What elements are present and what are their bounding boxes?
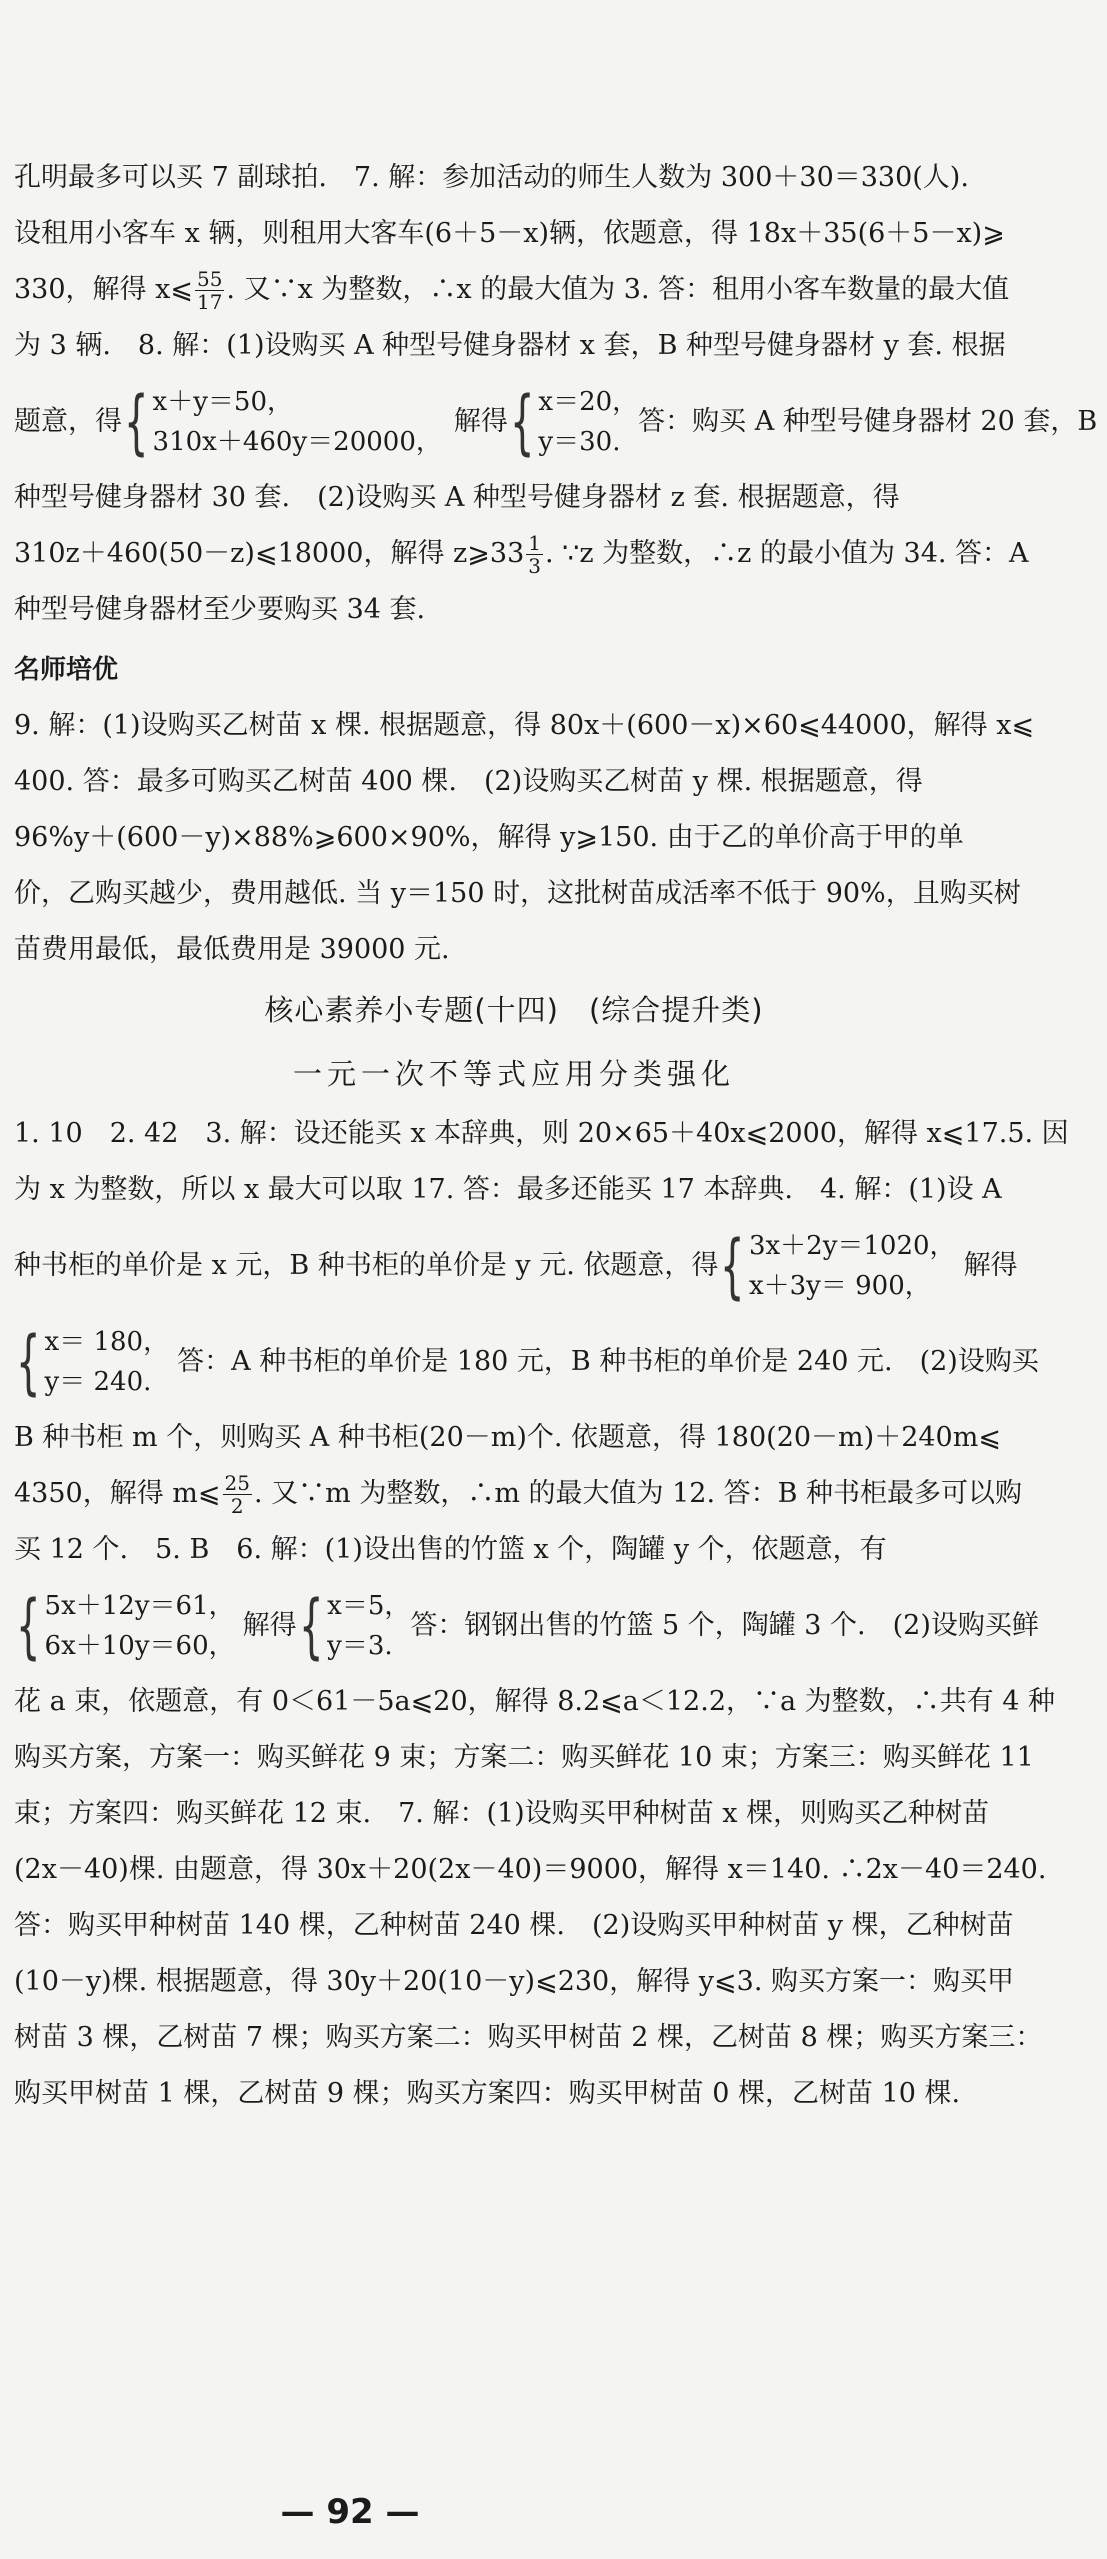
solution-system: { x＝5， y＝3. xyxy=(298,1585,411,1667)
equation-system-line: 题意，得 { x＋y＝50， 310x＋460y＝20000， 解得 { x＝20， y＝30. 答：购买 A 种型号健身器材 20 套，B xyxy=(14,381,1098,463)
fraction: $\frac{1}{3}$ xyxy=(528,531,541,578)
equation-system: { 5x＋12y＝61， 6x＋10y＝60， xyxy=(16,1585,235,1667)
text-line: 为 x 为整数，所以 x 最大可以取 17. 答：最多还能买 17 本辞典. 4. 解：(1)设 A xyxy=(14,1174,1002,1205)
text-line: 1. 10 2. 42 3. 解：设还能买 x 本辞典，则 20×65＋40x⩽2000，解得 x⩽17.5. 因 xyxy=(14,1118,1069,1149)
section-heading-teacher: 名师培优 xyxy=(14,655,119,685)
text-line: 9. 解：(1)设购买乙树苗 x 棵. 根据题意，得 80x＋(600－x)×60⩽44000，解得 x⩽ xyxy=(14,710,1035,741)
text-line: 为 3 辆. 8. 解：(1)设购买 A 种型号健身器材 x 套，B 种型号健身器材 y 套. 根据 xyxy=(14,330,1006,361)
text-line: 束；方案四：购买鲜花 12 束. 7. 解：(1)设购买甲种树苗 x 棵，则购买乙种树苗 xyxy=(14,1798,990,1829)
fraction: $\frac{55}{17}$ xyxy=(196,267,223,314)
main-column xyxy=(14,150,1098,2122)
text-line: 树苗 3 棵，乙树苗 7 棵；购买方案二：购买甲树苗 2 棵，乙树苗 8 棵；购买方案三： xyxy=(14,2022,1043,2053)
equation-system-line: 种书柜的单价是 x 元，B 种书柜的单价是 y 元. 依题意，得 { 3x＋2y＝1020， x＋3y＝ 900， 解得 xyxy=(14,1225,1018,1307)
text-line: 答：购买甲种树苗 140 棵，乙种树苗 240 棵. (2)设购买甲种树苗 y 棵，乙种树苗 xyxy=(14,1910,1014,1941)
text-line: 花 a 束，依题意，有 0＜61－5a⩽20，解得 8.2⩽a＜12.2，∵a 为整数，∴共有 4 种 xyxy=(14,1686,1056,1717)
page-number: — 92 — xyxy=(280,2492,420,2532)
text-line: (2x－40)棵. 由题意，得 30x＋20(2x－40)＝9000，解得 x＝140. ∴2x－40＝240. xyxy=(14,1854,1047,1885)
text-line: 苗费用最低，最低费用是 39000 元. xyxy=(14,934,450,965)
text-line: 买 12 个. 5. B 6. 解：(1)设出售的竹篮 x 个，陶罐 y 个，依题意，有 xyxy=(14,1534,887,1565)
text-line: 400. 答：最多可购买乙树苗 400 棵. (2)设购买乙树苗 y 棵. 根据题意，得 xyxy=(14,766,923,797)
text-line: 种型号健身器材至少要购买 34 套. xyxy=(14,594,426,625)
text-line: B 种书柜 m 个，则购买 A 种书柜(20－m)个. 依题意，得 180(20－m)＋240m⩽ xyxy=(14,1422,1001,1453)
text-line: 96%y＋(600－y)×88%⩾600×90%，解得 y⩾150. 由于乙的单价高于甲的单 xyxy=(14,822,964,853)
text-line: 购买甲树苗 1 棵，乙树苗 9 棵；购买方案四：购买甲树苗 0 棵，乙树苗 10 棵. xyxy=(14,2078,961,2109)
text-line: 设租用小客车 x 辆，则租用大客车(6＋5－x)辆，依题意，得 18x＋35(6＋5－x)⩾ xyxy=(14,218,1005,249)
solution-system: { x＝20， y＝30. xyxy=(509,381,639,463)
solution-system-line: { x＝ 180， y＝ 240. 答：A 种书柜的单价是 180 元，B 种书柜的单价是 240 元. (2)设购买 xyxy=(14,1314,1014,1410)
equation-system: { 3x＋2y＝1020， x＋3y＝ 900， xyxy=(720,1225,956,1307)
solution-system: { x＝ 180， y＝ 240. xyxy=(16,1321,170,1403)
answer-block-teacher xyxy=(14,698,1035,978)
text-line: 330，解得 x⩽ $\frac{55}{17}$ . 又∵x 为整数，∴x 的最大值为 3. 答：租用小客车数量的最大值 xyxy=(14,267,1010,314)
text-line: 孔明最多可以买 7 副球拍. 7. 解：参加活动的师生人数为 300＋30＝330(人). xyxy=(14,162,969,193)
text-line: 价，乙购买越少，费用越低. 当 y＝150 时，这批树苗成活率不低于 90%，且购买树 xyxy=(14,878,1021,909)
equation-system: { x＋y＝50， 310x＋460y＝20000， xyxy=(124,381,442,463)
text-line: 310z＋460(50－z)⩽18000，解得 z⩾33 $\frac{1}{3}$ . ∵z 为整数，∴z 的最小值为 34. 答：A xyxy=(14,531,1029,578)
fraction: $\frac{25}{2}$ xyxy=(224,1471,250,1518)
answer-block-top xyxy=(14,150,1098,638)
topic-subtitle: 一元一次不等式应用分类强化 xyxy=(292,1057,735,1091)
answer-block-topic xyxy=(14,1106,1069,2122)
topic-title: 核心素养小专题(十四) (综合提升类) xyxy=(264,993,764,1027)
text-line: 购买方案，方案一：购买鲜花 9 束；方案二：购买鲜花 10 束；方案三：购买鲜花 11 xyxy=(14,1742,1034,1773)
equation-system-line: { 5x＋12y＝61， 6x＋10y＝60， 解得 { x＝5， y＝3. 答：钢钢出售的竹篮 5 个，陶罐 3 个. (2)设购买鲜 xyxy=(14,1578,1014,1674)
text-line: 4350，解得 m⩽ $\frac{25}{2}$ . 又∵m 为整数，∴m 的最大值为 12. 答：B 种书柜最多可以购 xyxy=(14,1471,1023,1518)
text-line: 种型号健身器材 30 套. (2)设购买 A 种型号健身器材 z 套. 根据题意，得 xyxy=(14,482,900,513)
text-line: (10－y)棵. 根据题意，得 30y＋20(10－y)⩽230，解得 y⩽3. 购买方案一：购买甲 xyxy=(14,1966,1015,1997)
